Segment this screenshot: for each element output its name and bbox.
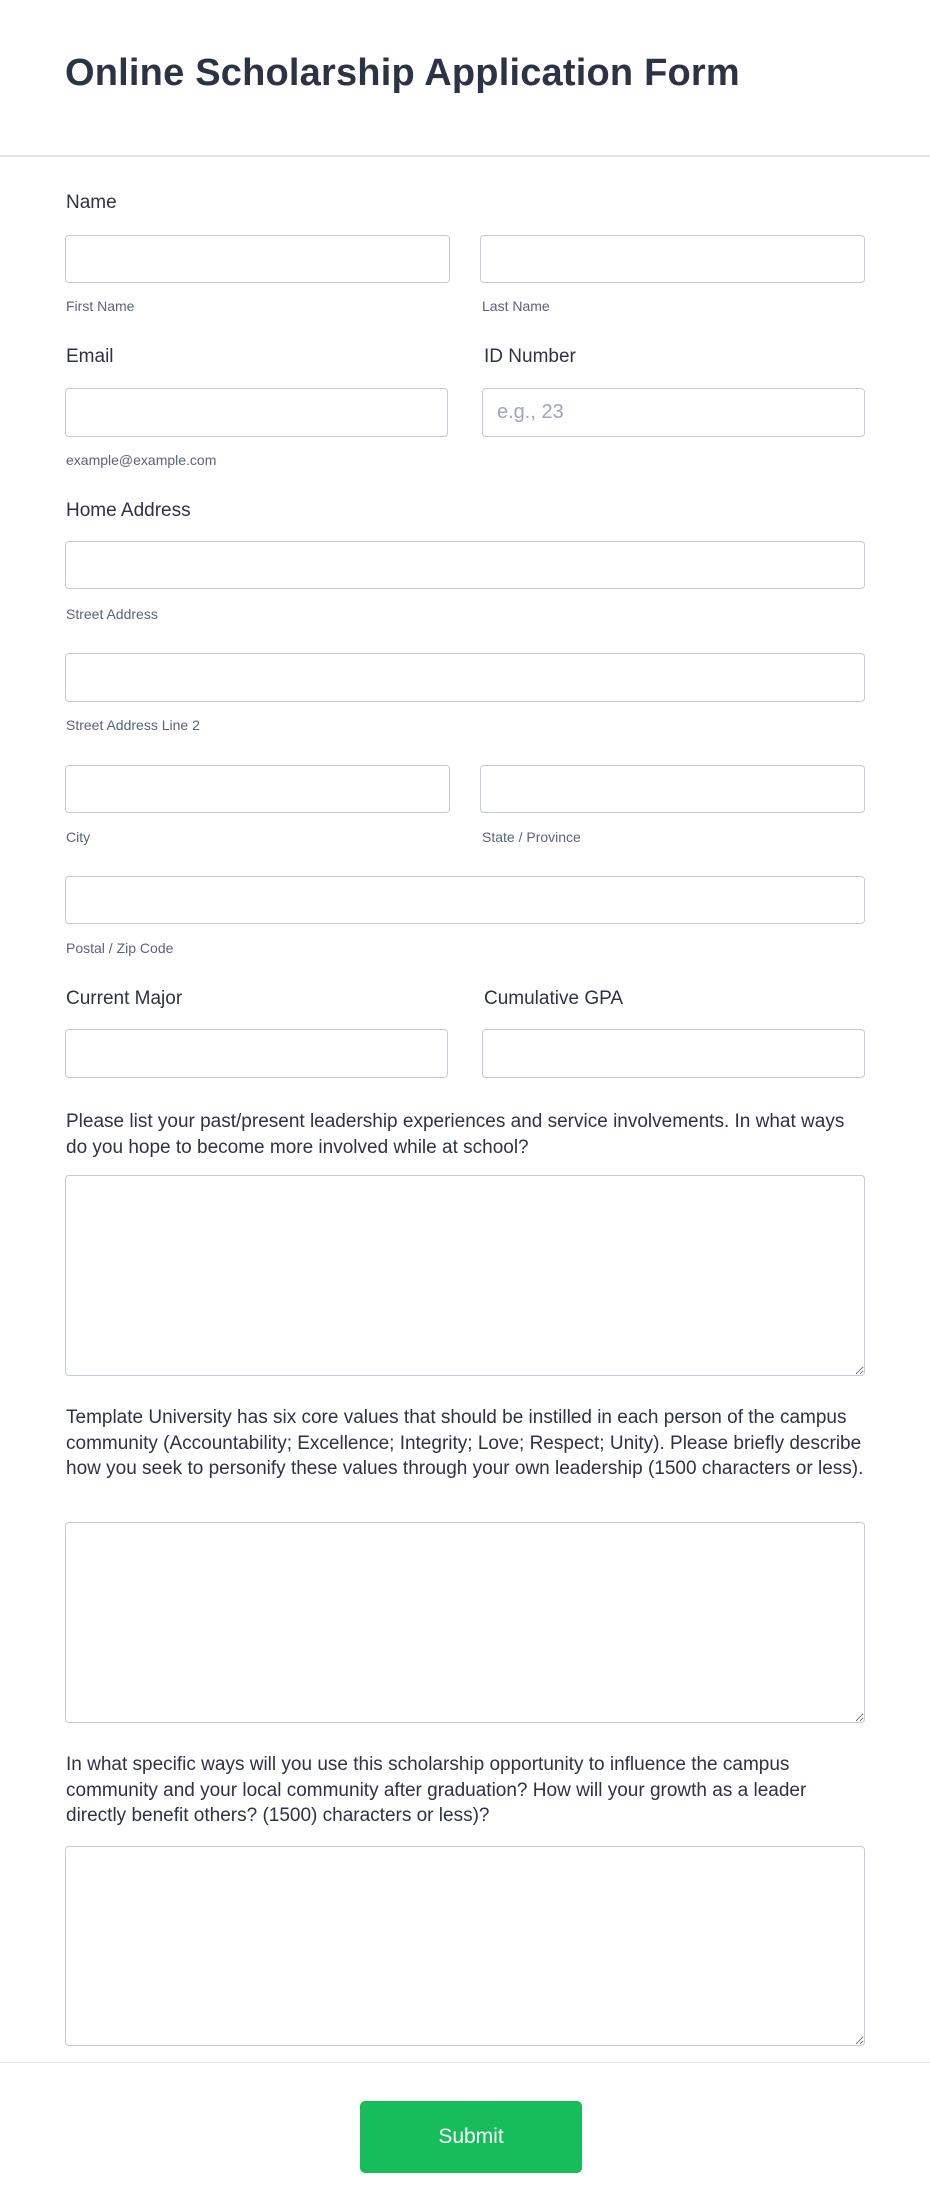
header-divider [0, 155, 930, 157]
state-sublabel: State / Province [482, 829, 581, 845]
gpa-input[interactable] [482, 1029, 865, 1078]
first-name-sublabel: First Name [66, 298, 135, 314]
gpa-label: Cumulative GPA [484, 988, 624, 1009]
postal-code-input[interactable] [65, 876, 865, 924]
postal-code-sublabel: Postal / Zip Code [66, 940, 174, 956]
id-number-label: ID Number [484, 346, 576, 367]
email-label: Email [66, 346, 114, 367]
home-address-label: Home Address [66, 500, 191, 521]
leadership-question-label: Please list your past/present leadership experiences and service involvements. In what ways do you hope to become more involved while at school? [66, 1111, 845, 1158]
scholarship-impact-textarea[interactable] [65, 1846, 865, 2046]
email-sublabel: example@example.com [66, 452, 217, 468]
leadership-textarea[interactable] [65, 1175, 865, 1376]
current-major-input[interactable] [65, 1029, 448, 1078]
city-sublabel: City [66, 829, 91, 845]
last-name-input[interactable] [480, 235, 865, 283]
submit-button[interactable]: Submit [360, 2101, 582, 2173]
street-address-line2-sublabel: Street Address Line 2 [66, 717, 200, 733]
street-address-sublabel: Street Address [66, 606, 158, 622]
state-input[interactable] [480, 765, 865, 813]
name-label: Name [66, 192, 117, 213]
current-major-label: Current Major [66, 988, 183, 1009]
core-values-textarea[interactable] [65, 1522, 865, 1723]
first-name-input[interactable] [65, 235, 450, 283]
scholarship-impact-question-label: In what specific ways will you use this scholarship opportunity to influence the campus community and your local community after graduation? How will your growth as a leader directly benefit others? (1500) characters or less)? [66, 1754, 807, 1826]
core-values-question-label: Template University has six core values that should be instilled in each person of the campus community (Accountability; Excellence; Integrity; Love; Respect; Unity). Please briefly describe how you seek to personify these values through your own leadership (1500 characters or less). [66, 1407, 864, 1479]
street-address-line2-input[interactable] [65, 653, 865, 702]
email-input[interactable] [65, 388, 448, 437]
city-input[interactable] [65, 765, 450, 813]
form-title: Online Scholarship Application Form [65, 52, 740, 94]
street-address-input[interactable] [65, 541, 865, 589]
last-name-sublabel: Last Name [482, 298, 550, 314]
id-number-input[interactable] [482, 388, 865, 437]
footer-divider [0, 2062, 930, 2063]
